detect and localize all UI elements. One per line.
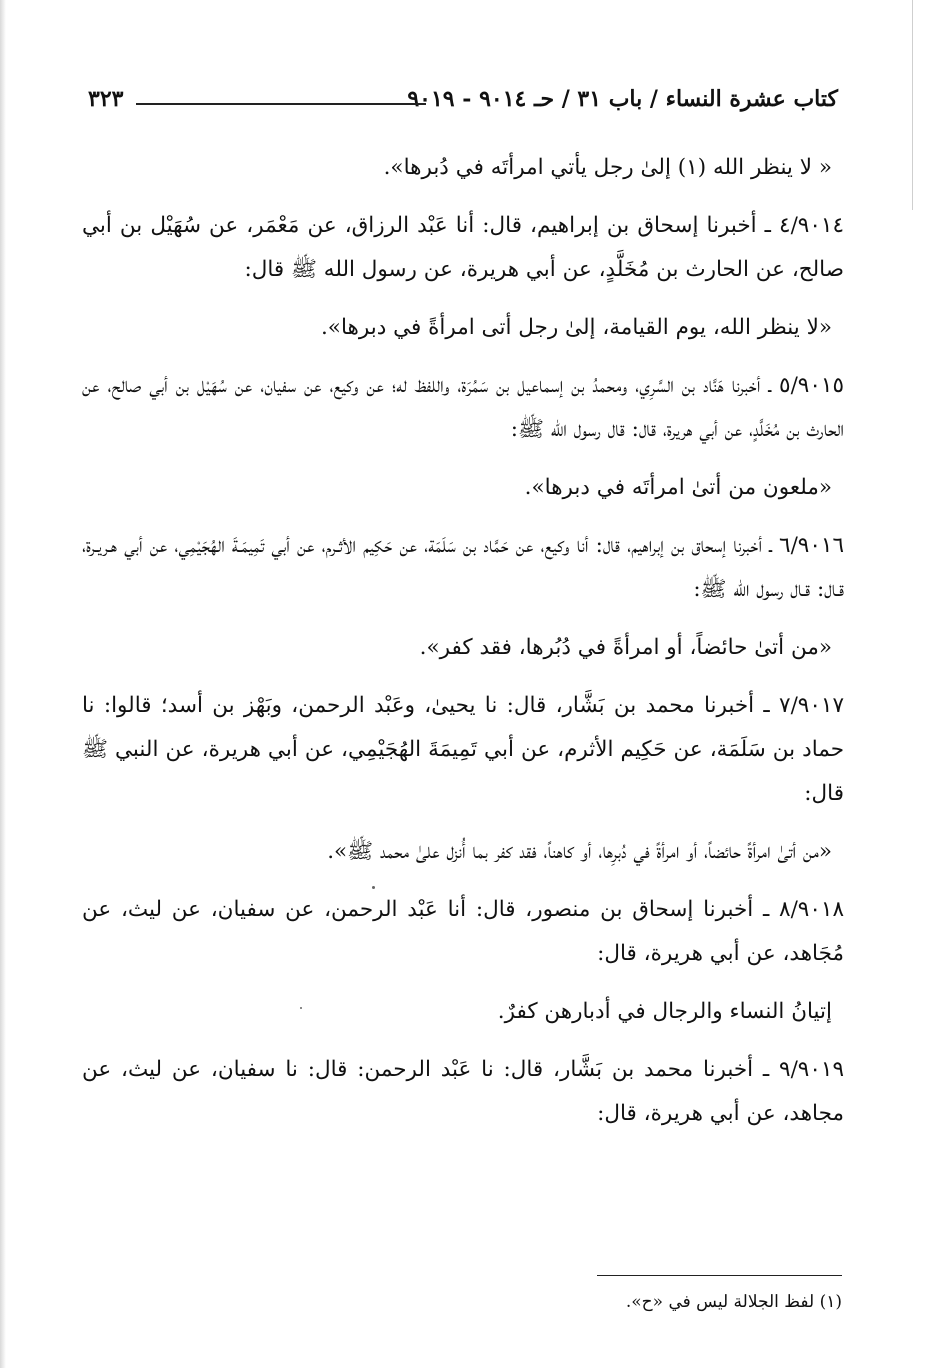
hadith-text-statement: إتيانُ النساء والرجال في أدبارهن كفرٌ.	[497, 999, 832, 1024]
scan-speck	[300, 1007, 302, 1009]
footnote: (١) لفظ الجلالة ليس في «ح».	[625, 1292, 842, 1312]
hadith-chain-9017: ٧/٩٠١٧ ـ أخبرنا محمد بن بَشَّار، قال: نا يحيىٰ، وعَبْد الرحمن، وبَهْز بن أسد؛ قالوا: نا حماد بن سَلَمَة، عن حَكِيم الأثرم، عن أبي تَمِيمَةَ الهُجَيْمِي، عن أبي هريرة، عن النبي ﷺ قال:	[82, 693, 844, 806]
hadith-chain-9018: ٨/٩٠١٨ ـ أخبرنا إسحاق بن منصور، قال: أنا عَبْد الرحمن، عن سفيان، عن ليث، عن مُجَاهد، عن أبي هريرة، قال:	[82, 897, 844, 966]
hadith-chain-9019: ٩/٩٠١٩ ـ أخبرنا محمد بن بَشَّار، قال: نا عَبْد الرحمن: قال: نا سفيان، عن ليث، عن مجاهد، عن أبي هريرة، قال:	[82, 1057, 844, 1126]
hadith-text-quote: «ملعون من أتىٰ امرأتَه في دبرها».	[524, 475, 832, 500]
page-body	[82, 146, 844, 1150]
footnote-separator	[597, 1275, 842, 1276]
scan-edge-right	[912, 0, 913, 210]
running-title: كتاب عشرة النساء / باب ٣١ / حـ ٩٠١٤ - ٩٠١٩	[407, 86, 838, 112]
scan-edge-left	[0, 0, 6, 1368]
hadith-text-quote: «لا ينظر الله، يوم القيامة، إلىٰ رجل أتى امرأةً في دبرها».	[320, 315, 832, 340]
hadith-chain-9014: ٤/٩٠١٤ ـ أخبرنا إسحاق بن إبراهيم، قال: أنا عَبْد الرزاق، عن مَعْمَر، عن سُهَيْل بن أبي صالح، عن الحارث بن مُخَلَّدٍ، عن أبي هريرة، عن رسول الله ﷺ قال:	[82, 213, 844, 282]
header-rule	[136, 103, 426, 105]
page-header	[88, 86, 838, 120]
hadith-text-quote: «من أتىٰ حائضاً، أو امرأةً في دُبُرها، فقد كفر».	[419, 635, 832, 660]
page-number: ٣٢٣	[88, 86, 124, 112]
hadith-text-quote: «من أتىٰ امرأةً حائضاً، أو امرأةً في دُبرِها، أو كاهناً، فقد كفر بما أُنزل علىٰ محمد ﷺ».	[327, 839, 832, 864]
hadith-chain-9016: ٦/٩٠١٦ ـ أخبرنا إسحاق بن إبراهيم، قال: أنا وكيع، عن حَمَّاد بن سَلَمَة، عن حَكِيم الأثـرم، عن أبي تَمِيمَـةَ الهُجَيْمِي، عن أبي هـريـرة، قـال: قـال رسول الله ﷺ:	[82, 533, 844, 602]
hadith-chain-9015: ٥/٩٠١٥ ـ أخبرنا هَنَّاد بن السَّرِي، ومحمدُ بن إسماعيل بن سَمُرَة، واللفظ له؛ عن وكيع، عن سفيان، عن سُهَيْل بن أبي صالح، عن الحارث بن مُخَلَّدٍ، عن أبي هريرة، قال: قال رسول الله ﷺ:	[82, 373, 844, 442]
scan-speck	[372, 886, 375, 889]
hadith-text-quote: « لا ينظر الله (١) إلىٰ رجل يأتي امرأتَه في دُبرها».	[383, 155, 832, 180]
